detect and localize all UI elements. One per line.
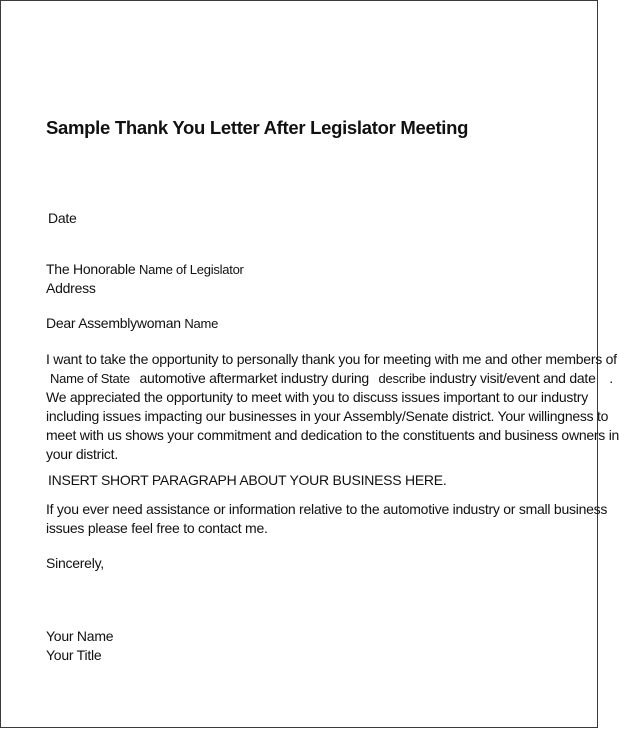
body1-line2	[46, 369, 613, 388]
body2-line1: If you ever need assistance or information relative to the automotive industry or small business	[46, 501, 608, 517]
insert-paragraph: INSERT SHORT PARAGRAPH ABOUT YOUR BUSINESS HERE.	[48, 472, 447, 488]
letter-title: Sample Thank You Letter After Legislator Meeting	[46, 117, 469, 138]
recipient-prefix: The Honorable	[46, 261, 136, 277]
body1-line5: meet with us shows your commitment and dedication to the constituents and business owners in	[46, 427, 619, 443]
signature-name: Your Name	[46, 628, 114, 644]
closing: Sincerely,	[46, 555, 104, 571]
salutation-name: Name	[184, 316, 219, 331]
body1-line4: including issues impacting our businesses in your Assembly/Senate district. Your willingness to	[46, 408, 609, 424]
body1-line3: We appreciated the opportunity to meet with you to discuss issues important to our industry	[46, 389, 588, 405]
body2-line2: issues please feel free to contact me.	[46, 520, 268, 536]
salutation	[46, 314, 218, 333]
body-paragraph-1	[46, 350, 619, 464]
describe-placeholder: describe	[378, 371, 426, 386]
recipient-line	[46, 260, 244, 279]
date-line: Date	[48, 210, 77, 226]
body1-line2-mid: automotive aftermarket industry during	[139, 370, 369, 386]
body1-line6: your district.	[46, 446, 118, 462]
body1-line2-end: industry visit/event and date	[429, 370, 596, 386]
recipient-name: Name of Legislator	[139, 262, 244, 277]
body1-line2-period: .	[609, 370, 613, 386]
body1-line1: I want to take the opportunity to personally thank you for meeting with me and other members of	[46, 351, 617, 367]
state-placeholder: Name of State	[50, 371, 130, 386]
body-paragraph-2	[46, 500, 608, 538]
address-line: Address	[46, 280, 96, 296]
signature-title: Your Title	[46, 647, 102, 663]
salutation-prefix: Dear Assemblywoman	[46, 315, 181, 331]
